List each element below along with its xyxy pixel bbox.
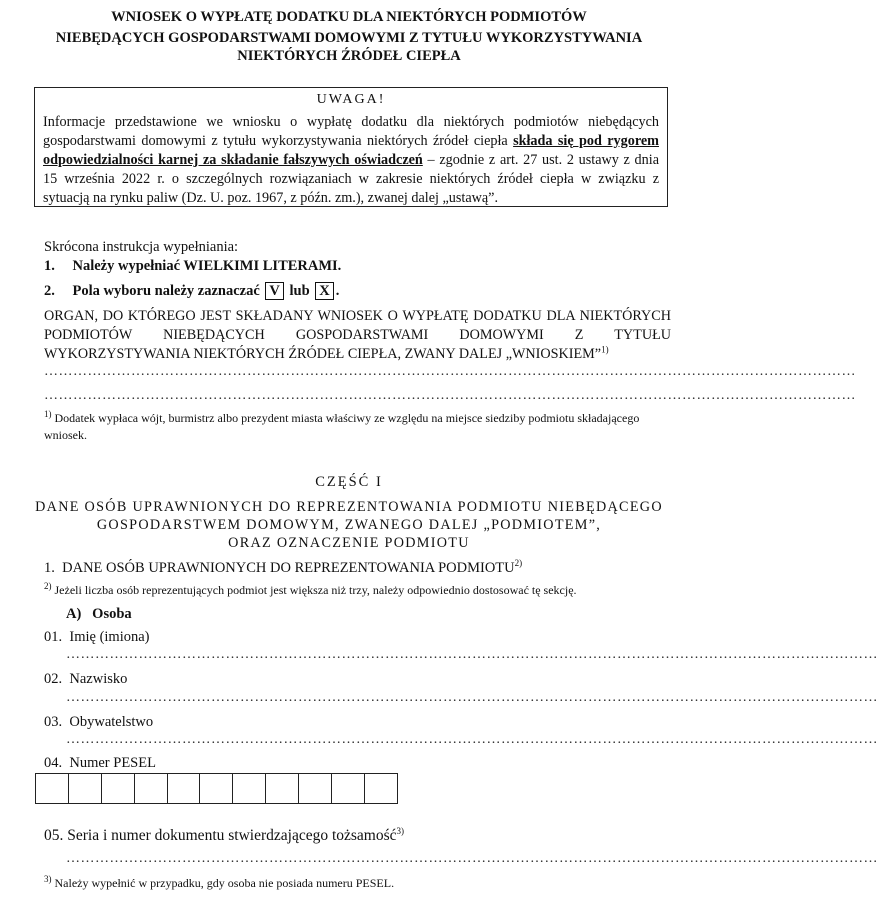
- field-02-label: 02. Nazwisko: [44, 671, 128, 687]
- part-label: CZĘŚĆ I: [315, 474, 383, 490]
- instruction-item-2-or: lub: [289, 283, 310, 299]
- footnote-2-text: Jeżeli liczba osób reprezentujących podmiot jest większa niż trzy, należy odpowiednio dostosować tę sekcję.: [54, 583, 577, 597]
- pesel-digit-cell[interactable]: [35, 773, 69, 804]
- checkbox-example-x: X: [315, 282, 333, 300]
- form-title-line-2: NIEBĘDĄCYCH GOSPODARSTWAMI DOMOWYMI Z TYTUŁU WYKORZYSTYWANIA: [55, 30, 643, 46]
- section-1-heading-text: 1. DANE OSÓB UPRAWNIONYCH DO REPREZENTOWANIA PODMIOTU: [44, 560, 515, 576]
- part-heading-line-2: GOSPODARSTWEM DOMOWYM, ZWANEGO DALEJ „PODMIOTEM”,: [96, 517, 602, 533]
- part-heading-line-1: DANE OSÓB UPRAWNIONYCH DO REPREZENTOWANIA PODMIOTU NIEBĘDĄCEGO: [35, 499, 663, 515]
- footnote-1-number: 1): [44, 409, 52, 419]
- part-heading-line-3: ORAZ OZNACZENIE PODMIOTU: [228, 535, 470, 551]
- notice-text-bold: składa się pod rygorem odpowiedzialności karnej za składanie fałszywych oświadczeń: [43, 133, 659, 168]
- form-title-line-3: NIEKTÓRYCH ŹRÓDEŁ CIEPŁA: [237, 48, 461, 64]
- organ-input-line-1[interactable]: ……………………………………………………………………………………………………………………………………………………: [44, 364, 856, 379]
- checkbox-example-v: V: [265, 282, 283, 300]
- organ-input-line-2[interactable]: ……………………………………………………………………………………………………………………………………………………: [44, 388, 856, 403]
- field-04-label: 04. Numer PESEL: [44, 755, 156, 771]
- pesel-digit-cell[interactable]: [134, 773, 168, 804]
- section-1-heading: [44, 559, 522, 578]
- footnote-3: [44, 875, 674, 892]
- notice-text-part-1: Informacje przedstawione we wniosku o wypłatę dodatku dla niektórych podmiotów niebędących gospodarstwami domowymi z tytułu wykorzystywania niektórych źródeł ciepła: [43, 114, 659, 149]
- form-title-line-1: WNIOSEK O WYPŁATĘ DODATKU DLA NIEKTÓRYCH PODMIOTÓW: [111, 9, 587, 25]
- section-1-footnote-ref: 2): [514, 558, 523, 569]
- notice-heading: UWAGA!: [316, 92, 386, 107]
- notice-text: [43, 113, 659, 208]
- instructions-heading: Skrócona instrukcja wypełniania:: [44, 239, 239, 255]
- footnote-1-text: Dodatek wypłaca wójt, burmistrz albo prezydent miasta właściwy ze względu na miejsce siedziby podmiotu składającego wniosek.: [44, 411, 640, 442]
- footnote-3-number: 3): [44, 874, 52, 884]
- notice-text-part-2: – zgodnie z art. 27 ust. 2 ustawy z dnia 15 września 2022 r. o szczególnych rozwiązaniach w zakresie niektórych źródeł ciepła w związku z sytuacją na rynku paliw (Dz. U. poz. 1967, z późn. zm.), zwanej dalej „ustawą”.: [43, 152, 659, 206]
- footnote-2-number: 2): [44, 581, 52, 591]
- notice-box: [34, 87, 668, 207]
- pesel-digit-cell[interactable]: [101, 773, 135, 804]
- field-01-label: 01. Imię (imiona): [44, 629, 150, 645]
- organ-footnote-ref: 1): [601, 344, 609, 355]
- pesel-digit-cell[interactable]: [68, 773, 102, 804]
- field-03-label: 03. Obywatelstwo: [44, 714, 154, 730]
- field-03-citizenship-input[interactable]: ……………………………………………………………………………………………………………………………………………………: [66, 732, 878, 747]
- field-05-footnote-ref: 3): [396, 825, 405, 836]
- instruction-item-1-text: Należy wypełniać WIELKIMI LITERAMI.: [72, 258, 342, 274]
- person-a-heading: A) Osoba: [66, 606, 132, 622]
- instruction-item-2-text: Pola wyboru należy zaznaczać: [72, 283, 260, 299]
- footnote-2: [44, 582, 674, 599]
- pesel-digit-cell[interactable]: [199, 773, 233, 804]
- instruction-item-2-end: .: [335, 283, 340, 299]
- pesel-digit-cell[interactable]: [232, 773, 266, 804]
- field-05-id-document-input[interactable]: ……………………………………………………………………………………………………………………………………………………: [66, 851, 878, 866]
- pesel-digit-cell[interactable]: [265, 773, 299, 804]
- field-02-surname-input[interactable]: ……………………………………………………………………………………………………………………………………………………: [66, 690, 878, 705]
- field-05-label-text: 05. Seria i numer dokumentu stwierdzającego tożsamość: [44, 827, 397, 844]
- organ-description: [44, 307, 671, 364]
- instruction-item-2: [44, 282, 339, 300]
- footnote-3-text: Należy wypełnić w przypadku, gdy osoba nie posiada numeru PESEL.: [54, 876, 395, 890]
- pesel-digit-cell[interactable]: [167, 773, 201, 804]
- organ-text: ORGAN, DO KTÓREGO JEST SKŁADANY WNIOSEK O WYPŁATĘ DODATKU DLA NIEKTÓRYCH PODMIOTÓW NIEBĘDĄCYCH GOSPODARSTWAMI DOMOWYMI Z TYTUŁU WYKORZYSTYWANIA NIEKTÓRYCH ŹRÓDEŁ CIEPŁA, ZWANY DALEJ „WNIOSKIEM”: [44, 308, 671, 362]
- instruction-item-1: [44, 258, 341, 275]
- instruction-item-2-number: 2.: [44, 283, 55, 299]
- instruction-item-1-number: 1.: [44, 258, 55, 274]
- pesel-digit-cell[interactable]: [298, 773, 332, 804]
- pesel-digit-cell[interactable]: [364, 773, 398, 804]
- field-01-first-name-input[interactable]: ……………………………………………………………………………………………………………………………………………………: [66, 647, 878, 662]
- field-05-label: [44, 827, 404, 845]
- pesel-digit-cell[interactable]: [331, 773, 365, 804]
- footnote-1: [44, 410, 674, 444]
- pesel-input-grid: [35, 773, 397, 804]
